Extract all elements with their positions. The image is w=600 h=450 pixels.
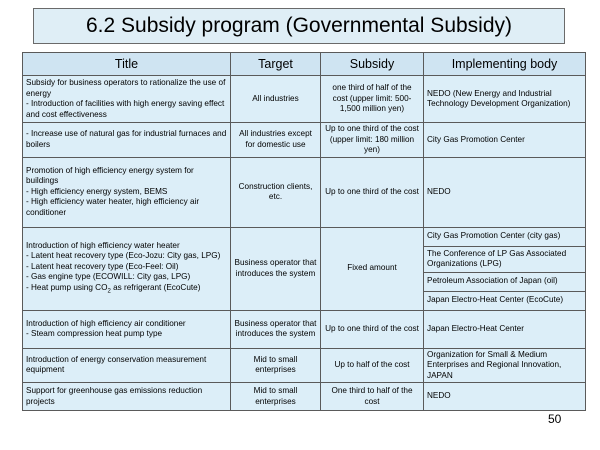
title-line: - Latent heat recovery type (Eco-Jozu: City gas, LPG)	[26, 251, 221, 261]
cell-title	[23, 227, 231, 310]
cell-title	[23, 383, 231, 411]
table-row	[23, 76, 586, 123]
title-text: - Heat pump using CO	[26, 282, 108, 292]
implementing-body-list	[424, 228, 585, 310]
title-line: Support for greenhouse gas emissions reduction projects	[26, 386, 203, 406]
title-line: - High efficiency energy system, BEMS	[26, 186, 168, 196]
cell-subsidy: One third to half of the cost	[321, 383, 424, 411]
title-line: Introduction of energy conservation measurement equipment	[26, 354, 207, 375]
cell-implementing-body: NEDO	[424, 383, 586, 411]
header-implementing-body: Implementing body	[424, 53, 586, 76]
title-line: - Increase use of natural gas for industrial furnaces and boilers	[26, 129, 227, 149]
cell-title	[23, 348, 231, 383]
subsidy-table	[22, 52, 586, 411]
cell-implementing-body: NEDO (New Energy and Industrial Technology Development Organization)	[424, 76, 586, 123]
cell-implementing-bodies	[424, 227, 586, 310]
cell-title	[23, 123, 231, 158]
cell-subsidy: Fixed amount	[321, 227, 424, 310]
title-line: - Gas engine type (ECOWILL: City gas, LPG)	[26, 272, 191, 282]
cell-subsidy: one third of half of the cost (upper limit: 500-1,500 million yen)	[321, 76, 424, 123]
table-row	[23, 227, 586, 310]
page-number: 50	[548, 412, 562, 426]
header-subsidy: Subsidy	[321, 53, 424, 76]
table-row	[23, 157, 586, 227]
cell-target: Business operator that introduces the system	[231, 310, 321, 348]
title-line: Subsidy for business operators to rationalize the use of energy	[26, 78, 226, 98]
title-text: as refrigerant (EcoCute)	[110, 282, 201, 292]
cell-target: All industries	[231, 76, 321, 123]
cell-subsidy: Up to one third of the cost	[321, 157, 424, 227]
cell-target: Mid to small enterprises	[231, 348, 321, 383]
cell-title	[23, 157, 231, 227]
cell-implementing-body: Organization for Small & Medium Enterprises and Regional Innovation, JAPAN	[424, 348, 586, 383]
cell-implementing-body: Japan Electro-Heat Center	[424, 310, 586, 348]
implementing-body-item: The Conference of LP Gas Associated Organizations (LPG)	[424, 247, 585, 273]
header-target: Target	[231, 53, 321, 76]
cell-target: Construction clients, etc.	[231, 157, 321, 227]
slide-title-text: 6.2 Subsidy program (Governmental Subsidy)	[85, 14, 513, 37]
implementing-body-item: Petroleum Association of Japan (oil)	[424, 273, 585, 292]
subscript-2: 2	[107, 288, 111, 295]
cell-subsidy: Up to one third of the cost	[321, 310, 424, 348]
cell-target: Mid to small enterprises	[231, 383, 321, 411]
title-line	[26, 283, 227, 296]
implementing-body-item: City Gas Promotion Center (city gas)	[424, 228, 585, 247]
cell-target: All industries except for domestic use	[231, 123, 321, 158]
table-row	[23, 348, 586, 383]
title-line: Introduction of high efficiency water heater	[26, 240, 180, 250]
cell-subsidy: Up to one third of the cost (upper limit: 180 million yen)	[321, 123, 424, 158]
cell-implementing-body: City Gas Promotion Center	[424, 123, 586, 158]
header-title: Title	[23, 53, 231, 76]
title-line: - Latent heat recovery type (Eco-Feel: Oil)	[26, 261, 179, 271]
cell-title	[23, 76, 231, 123]
title-line: - Introduction of facilities with high energy saving effect and cost effectiveness	[26, 99, 225, 119]
table-row	[23, 383, 586, 411]
slide-title	[33, 8, 565, 44]
cell-implementing-body: NEDO	[424, 157, 586, 227]
cell-title	[23, 310, 231, 348]
table-row	[23, 123, 586, 158]
cell-target: Business operator that introduces the system	[231, 227, 321, 310]
title-line: Introduction of high efficiency air conditioner	[26, 318, 186, 328]
title-line: - High efficiency water heater, high efficiency air conditioner	[26, 197, 200, 217]
implementing-body-item: Japan Electro-Heat Center (EcoCute)	[427, 295, 564, 305]
title-line: - Steam compression heat pump type	[26, 329, 163, 338]
table-header-row	[23, 53, 586, 76]
cell-subsidy: Up to half of the cost	[321, 348, 424, 383]
title-line: Promotion of high efficiency energy system for buildings	[26, 165, 194, 186]
table-row	[23, 310, 586, 348]
